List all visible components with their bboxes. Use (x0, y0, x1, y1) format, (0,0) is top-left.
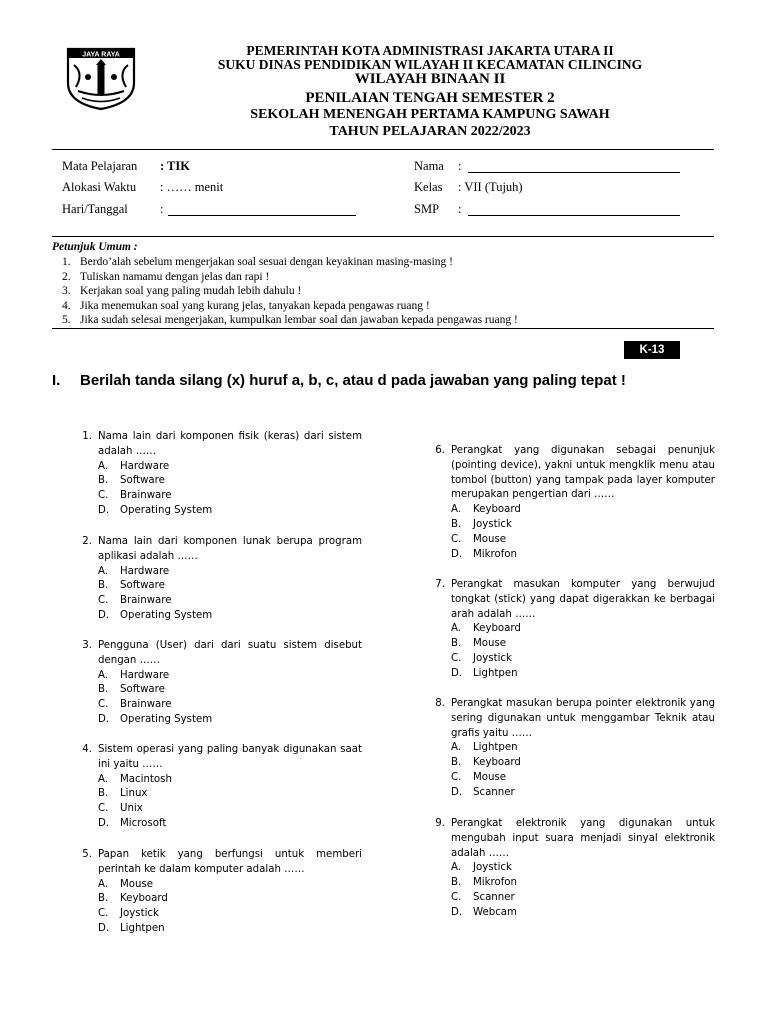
section-number: I. (52, 372, 61, 389)
school-colon: : (458, 202, 462, 216)
instruction-item: 4. Jika menemukan soal yang kurang jelas, tanyakan kepada pengawas ruang ! (62, 299, 430, 312)
question-item: 5. Papan ketik yang berfungsi untuk memberi perintah ke dalam komputer adalah …… A. Mouse B. Keyboard C. Joystick D. Lightpen (70, 848, 362, 937)
answer-option[interactable]: B. Software (98, 475, 165, 487)
answer-option[interactable]: C. Scanner (451, 891, 515, 903)
question-text: Papan ketik yang berfungsi untuk memberi perintah ke dalam komputer adalah …… (98, 849, 362, 875)
answer-options (98, 460, 362, 519)
answer-option[interactable]: C. Brainware (98, 490, 172, 502)
time-allocation-value: : …… menit (160, 180, 224, 194)
instruction-item: 3. Kerjakan soal yang paling mudah lebih dahulu ! (62, 285, 302, 298)
answer-option[interactable]: A. Keyboard (451, 504, 521, 516)
header-exam-title: PENILAIAN TENGAH SEMESTER 2 (305, 90, 555, 106)
answer-option[interactable]: D. Scanner (451, 786, 515, 798)
section-instruction: Berilah tanda silang (x) huruf a, b, c, atau d pada jawaban yang paling tepat ! (80, 372, 626, 389)
question-text: Nama lain dari komponen fisik (keras) dari sistem adalah …… (98, 431, 362, 457)
instruction-item: 1. Berdo’alah sebelum mengerjakan soal sesuai dengan keyakinan masing-masing ! (62, 256, 453, 268)
instruction-item: 2. Tuliskan namamu dengan jelas dan rapi ! (62, 270, 270, 283)
question-item: 2. Nama lain dari komponen lunak berupa program aplikasi adalah …… A. Hardware B. Software C. Brainware D. Operating System (70, 535, 362, 624)
answer-option[interactable]: B. Keyboard (98, 893, 168, 905)
answer-option[interactable]: D. Lightpen (98, 922, 165, 934)
header-line-2: SUKU DINAS PENDIDIKAN WILAYAH II KECAMATAN CILINCING (217, 57, 643, 72)
answer-option[interactable]: B. Mikrofon (451, 877, 517, 889)
answer-option[interactable]: C. Unix (98, 803, 143, 815)
question-item: 1. Nama lain dari komponen fisik (keras) dari sistem adalah …… A. Hardware B. Software C. Brainware D. Operating System (70, 430, 362, 519)
answer-option[interactable]: B. Mouse (451, 638, 507, 650)
answer-options (451, 861, 715, 920)
answer-option[interactable]: D. Mikrofon (451, 548, 517, 560)
header-academic-year: TAHUN PELAJARAN 2022/2023 (329, 124, 531, 139)
question-text: Perangkat masukan komputer yang berwujud tongkat (stick) yang dapat digerakkan ke berbagai arah adalah …… (451, 579, 715, 620)
question-text: Perangkat yang digunakan sebagai penunjuk (pointing device), yakni untuk mengklik menu atau tombol (button) yang tampak pada layer komputer merupakan pengertian dari …… (451, 445, 715, 501)
school-answer-line[interactable] (468, 215, 680, 216)
answer-option[interactable]: D. Lightpen (451, 667, 518, 679)
answer-option[interactable]: A. Hardware (98, 565, 170, 577)
logo-text: JAYA RAYA (82, 51, 120, 59)
answer-option[interactable]: C. Mouse (451, 771, 507, 783)
curriculum-badge: K-13 (624, 341, 680, 359)
instructions-title: Petunjuk Umum : (52, 241, 138, 253)
question-item: 8. Perangkat masukan berupa pointer elektronik yang sering digunakan untuk menggambar Teknik atau grafis yaitu …… A. Lightpen B. Keyboard C. Mouse D. Scanner (423, 697, 715, 801)
identity-divider (52, 236, 714, 237)
answer-option[interactable]: B. Joystick (451, 518, 512, 530)
header-line-1: PEMERINTAH KOTA ADMINISTRASI JAKARTA UTARA II (246, 43, 614, 58)
question-text: Perangkat elektronik yang digunakan untuk mengubah input suara menjadi sinyal elektronik adalah …… (451, 818, 715, 859)
date-label: Hari/Tanggal (62, 202, 128, 216)
answer-options (451, 741, 715, 800)
header-line-3: WILAYAH BINAAN II (354, 71, 506, 87)
answer-option[interactable]: C. Brainware (98, 595, 172, 607)
answer-options (98, 565, 362, 624)
question-text: Pengguna (User) dari dari suatu sistem disebut dengan …… (98, 640, 362, 666)
answer-option[interactable]: A. Hardware (98, 460, 170, 472)
answer-option[interactable]: A. Joystick (451, 862, 512, 874)
date-colon: : (160, 202, 164, 216)
question-item: 4. Sistem operasi yang paling banyak digunakan saat ini yaitu …… A. Macintosh B. Linux C. Unix D. Microsoft (70, 743, 362, 832)
class-value: : VII (Tujuh) (458, 180, 523, 194)
question-text: Nama lain dari komponen lunak berupa program aplikasi adalah …… (98, 536, 362, 562)
answer-options (98, 773, 362, 832)
answer-option[interactable]: C. Mouse (451, 533, 507, 545)
header-school-name: SEKOLAH MENENGAH PERTAMA KAMPUNG SAWAH (250, 107, 610, 122)
answer-option[interactable]: B. Keyboard (451, 757, 521, 769)
answer-option[interactable]: A. Mouse (98, 878, 154, 890)
answer-options (451, 622, 715, 681)
question-item: 9. Perangkat elektronik yang digunakan untuk mengubah input suara menjadi sinyal elektronik adalah …… A. Joystick B. Mikrofon C. Scanner D. Webcam (423, 817, 715, 921)
answer-option[interactable]: A. Keyboard (451, 623, 521, 635)
instruction-item: 5. Jika sudah selesai mengerjakan, kumpulkan lembar soal dan jawaban kepada pengawas ruang ! (62, 314, 518, 327)
answer-option[interactable]: D. Operating System (98, 609, 213, 621)
instructions-list (62, 255, 712, 328)
school-emblem-logo (64, 43, 138, 111)
school-label: SMP (414, 202, 440, 216)
question-text: Sistem operasi yang paling banyak digunakan saat ini yaitu …… (98, 744, 362, 770)
question-item: 6. Perangkat yang digunakan sebagai penunjuk (pointing device), yakni untuk mengklik menu atau tombol (button) yang tampak pada layer komputer merupakan pengertian dari …… A. Keyboard B. Joystick C. Mouse D. Mikrofon (423, 444, 715, 562)
answer-option[interactable]: C. Brainware (98, 699, 172, 711)
name-colon: : (458, 159, 462, 173)
subject-label: Mata Pelajaran (62, 159, 138, 173)
answer-option[interactable]: A. Lightpen (451, 742, 518, 754)
answer-option[interactable]: D. Operating System (98, 504, 213, 516)
answer-options (98, 878, 362, 937)
answer-options (98, 669, 362, 728)
answer-options (451, 503, 715, 562)
question-text: Perangkat masukan berupa pointer elektronik yang sering digunakan untuk menggambar Teknik atau grafis yaitu …… (451, 698, 715, 739)
answer-option[interactable]: B. Linux (98, 788, 148, 800)
answer-option[interactable]: D. Operating System (98, 713, 213, 725)
header-divider (52, 149, 714, 150)
answer-option[interactable]: C. Joystick (451, 652, 512, 664)
answer-option[interactable]: A. Hardware (98, 669, 170, 681)
name-answer-line[interactable] (468, 172, 680, 173)
class-label: Kelas (414, 180, 443, 194)
question-item: 7. Perangkat masukan komputer yang berwujud tongkat (stick) yang dapat digerakkan ke berbagai arah adalah …… A. Keyboard B. Mouse C. Joystick D. Lightpen (423, 578, 715, 682)
answer-option[interactable]: B. Software (98, 580, 165, 592)
answer-option[interactable]: D. Microsoft (98, 817, 167, 829)
question-item: 3. Pengguna (User) dari dari suatu sistem disebut dengan …… A. Hardware B. Software C. Brainware D. Operating System (70, 639, 362, 728)
subject-value: : TIK (160, 159, 190, 173)
date-answer-line[interactable] (168, 215, 356, 216)
name-label: Nama (414, 159, 444, 173)
time-allocation-label: Alokasi Waktu (62, 180, 137, 194)
answer-option[interactable]: D. Webcam (451, 906, 517, 918)
answer-option[interactable]: C. Joystick (98, 908, 159, 920)
instructions-divider (52, 328, 714, 329)
answer-option[interactable]: B. Software (98, 684, 165, 696)
answer-option[interactable]: A. Macintosh (98, 773, 172, 785)
